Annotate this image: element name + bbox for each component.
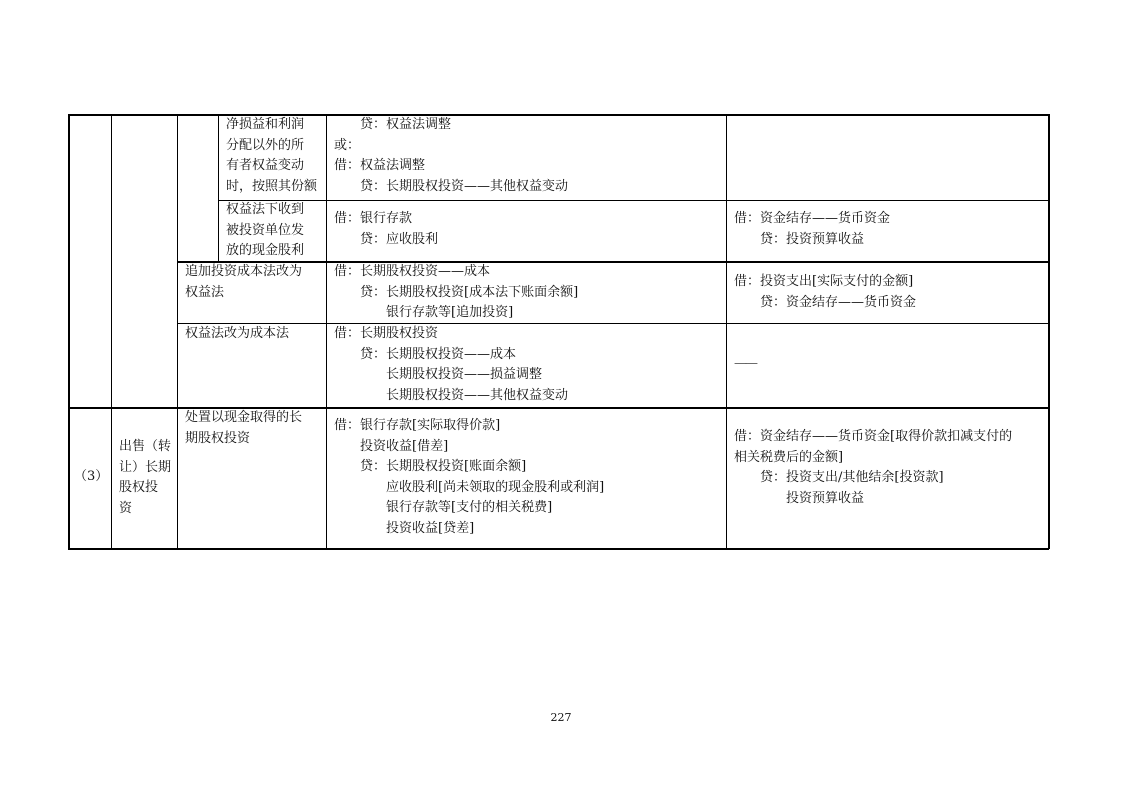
budget-dash-row4: —— bbox=[734, 356, 756, 371]
category-cell-row5: 出售（转 让）长期 股权投 资 bbox=[119, 439, 172, 516]
budget-cell-row5: 借：资金结存——货币资金[取得价款扣减支付的 相关税费后的金额] 贷：投资支出/其他结余[投资款] 投资预算收益 bbox=[734, 429, 1013, 506]
row-divider-3 bbox=[177, 323, 1049, 324]
col-divider-1 bbox=[111, 114, 112, 549]
financial-cell-row3: 借：长期股权投资——成本 贷：长期股权投资[成本法下账面余额] 银行存款等[追加投资] bbox=[334, 264, 579, 320]
index-cell-row5: （3） bbox=[74, 469, 109, 484]
method-cell-row4: 权益法改为成本法 bbox=[185, 326, 290, 341]
method-cell-row1: 净损益和利润 分配以外的所 有者权益变动 时，按照其份额 bbox=[226, 117, 318, 194]
table-right-border bbox=[1048, 114, 1050, 549]
financial-cell-row5: 借：银行存款[实际取得价款] 投资收益[借差] 贷：长期股权投资[账面余额] 应收股利[尚未领取的现金股利或利润] 银行存款等[支付的相关税费] 投资收益[贷差] bbox=[334, 418, 605, 536]
financial-cell-row1: 贷：权益法调整 或： 借：权益法调整 贷：长期股权投资——其他权益变动 bbox=[334, 117, 569, 194]
method-cell-row3: 追加投资成本法改为 权益法 bbox=[185, 264, 303, 300]
row-divider-2 bbox=[177, 261, 1049, 263]
budget-cell-row2: 借：资金结存——货币资金 贷：投资预算收益 bbox=[734, 211, 891, 247]
table-bottom-border bbox=[68, 548, 1049, 550]
col-divider-3 bbox=[218, 114, 219, 261]
table-left-border bbox=[68, 114, 70, 549]
method-cell-row5: 处置以现金取得的长 期股权投资 bbox=[185, 410, 303, 446]
budget-cell-row3: 借：投资支出[实际支付的金额] 贷：资金结存——货币资金 bbox=[734, 274, 917, 310]
method-cell-row2: 权益法下收到 被投资单位发 放的现金股利 bbox=[226, 202, 305, 258]
col-divider-4 bbox=[326, 114, 327, 549]
row-divider-1 bbox=[218, 200, 1049, 201]
page-number: 227 bbox=[550, 711, 572, 724]
financial-cell-row4: 借：长期股权投资 贷：长期股权投资——成本 长期股权投资——损益调整 长期股权投资——其他权益变动 bbox=[334, 326, 569, 403]
col-divider-2 bbox=[177, 114, 178, 549]
financial-cell-row2: 借：银行存款 贷：应收股利 bbox=[334, 211, 439, 247]
col-divider-5 bbox=[726, 114, 727, 549]
